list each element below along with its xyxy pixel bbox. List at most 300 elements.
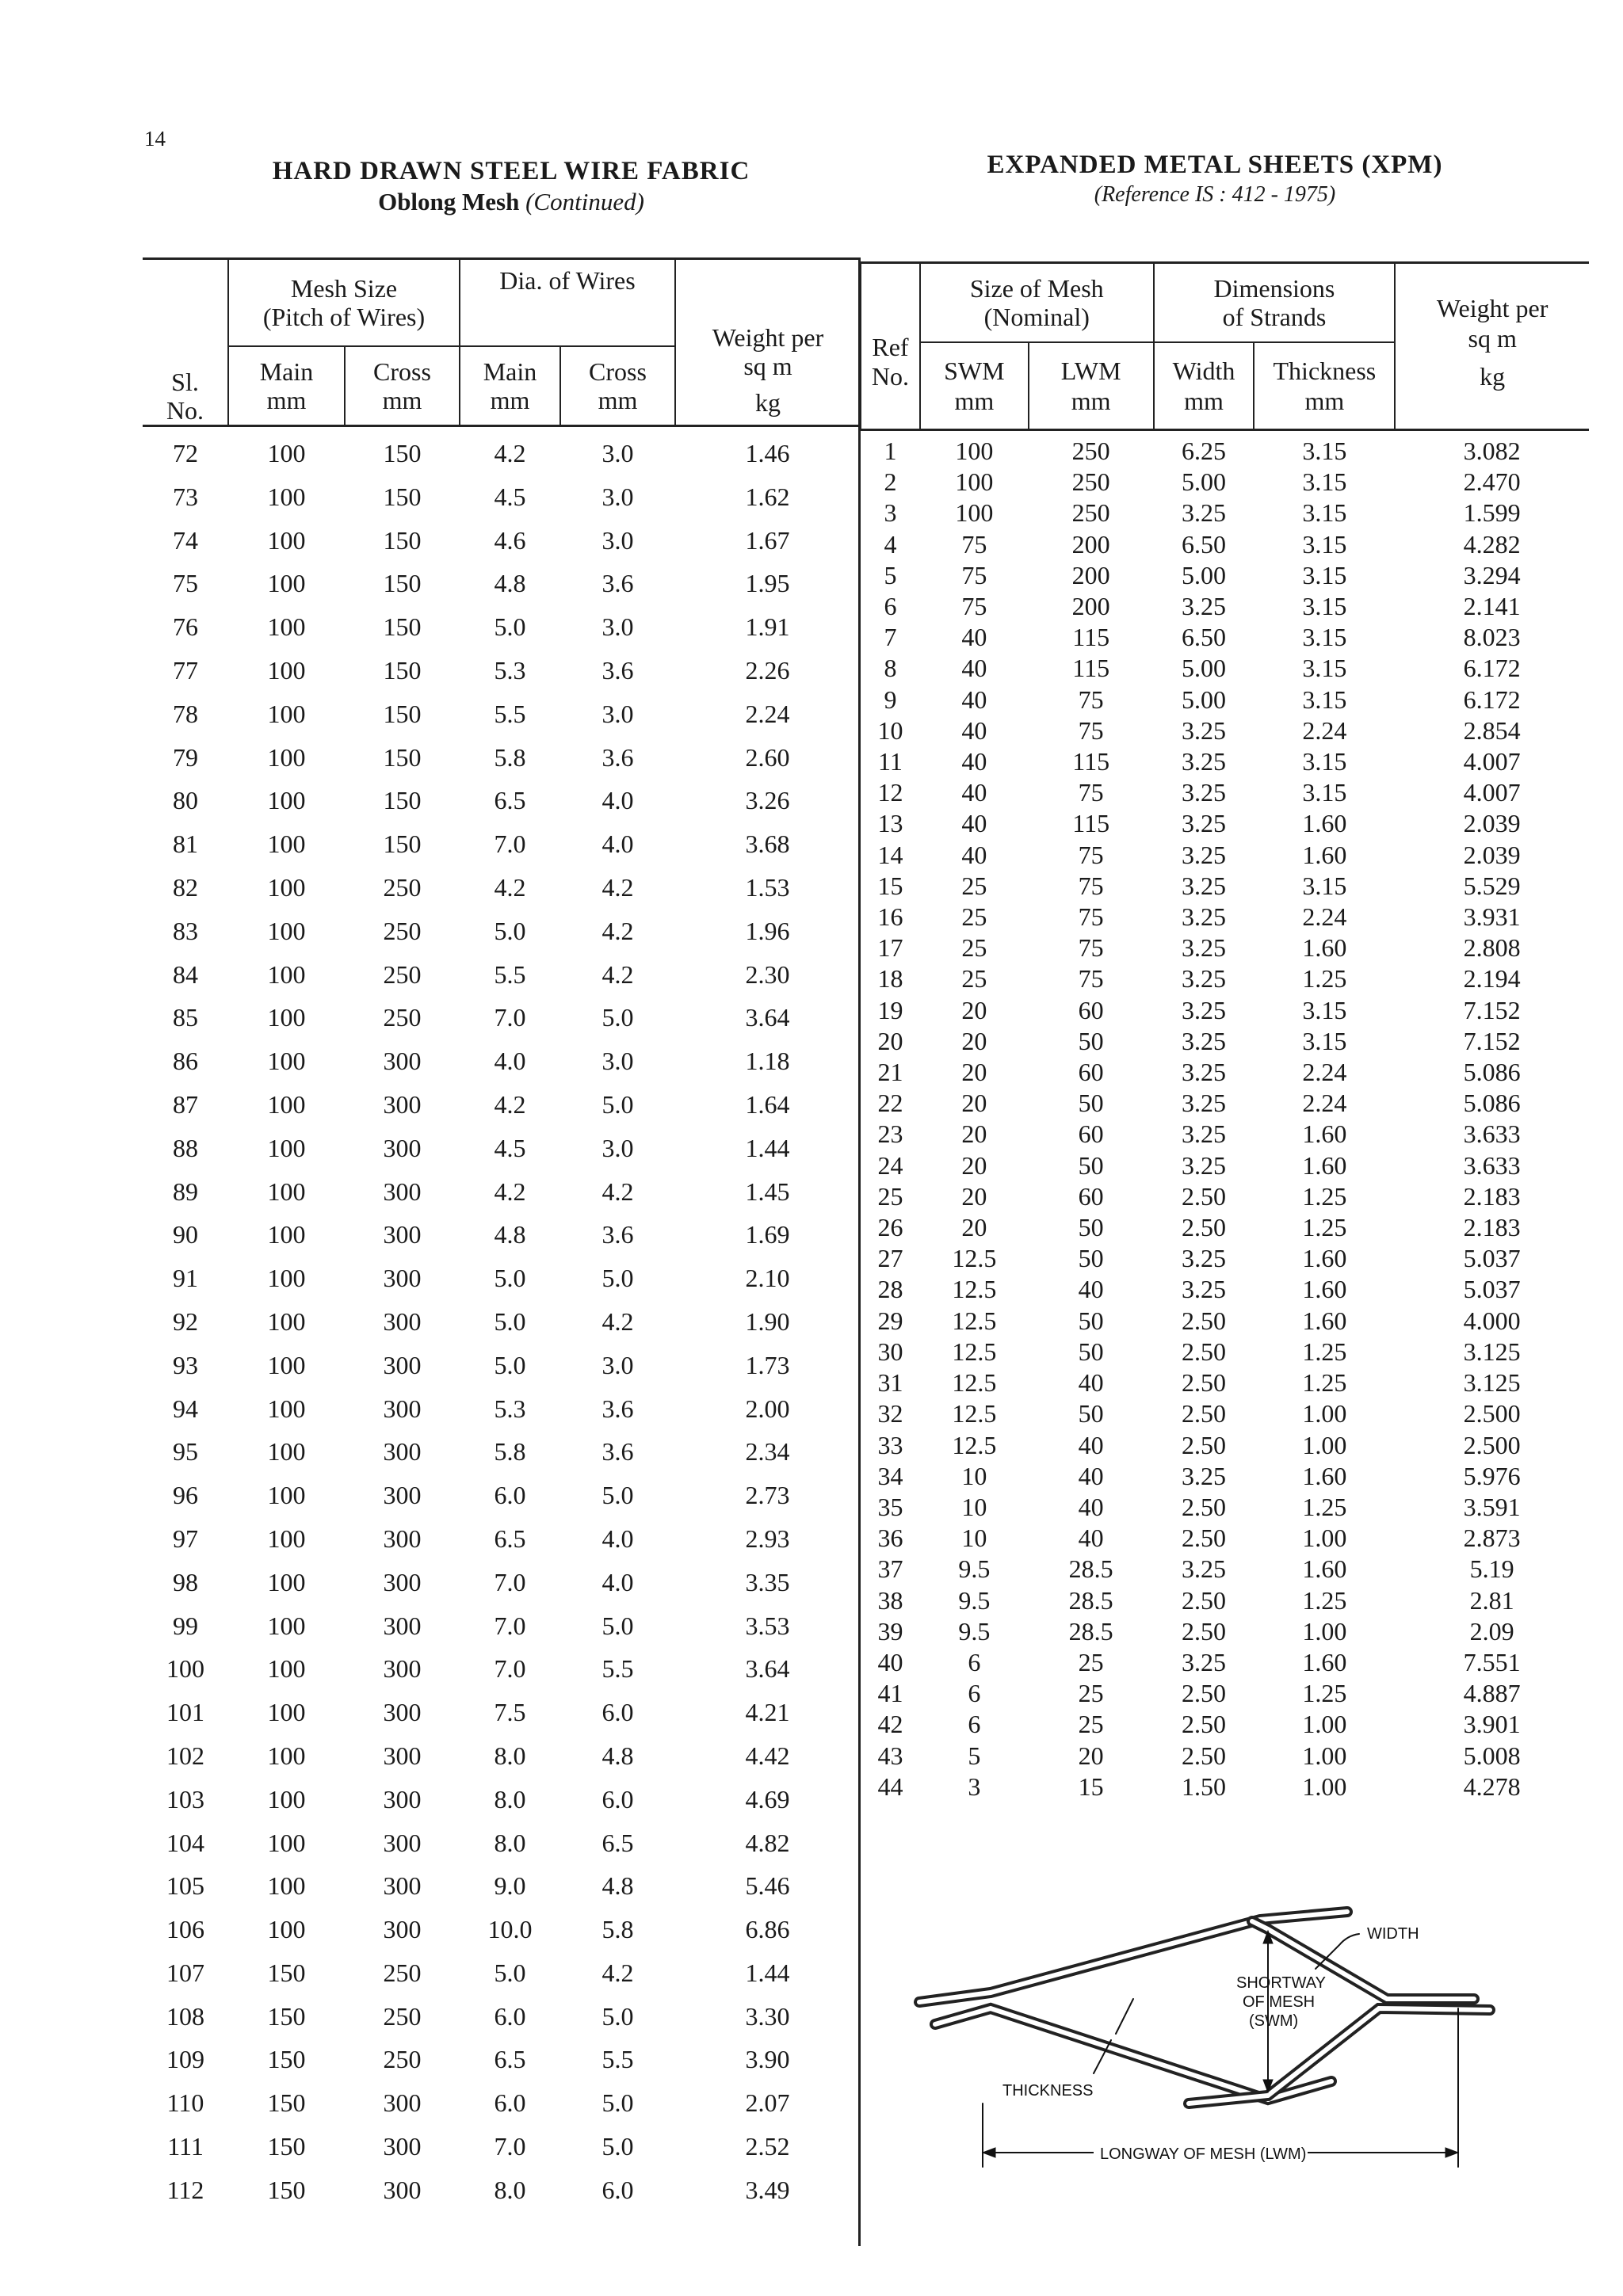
width-cell: 3.25 [1182,778,1226,807]
sl-no-cell: 86 [173,1047,198,1076]
width-cell: 2.50 [1182,1430,1226,1459]
dia-main-cell: 4.0 [494,1047,526,1076]
table-row [861,1678,1589,1709]
weight-cell: 1.599 [1463,498,1521,528]
table-row [143,1387,860,1431]
mesh-cross-cell: 150 [383,786,422,815]
weight-cell: 5.19 [1469,1554,1514,1584]
table-row [143,1517,860,1561]
mesh-cross-cell: 300 [383,1784,422,1814]
header-kg-label: kg [755,388,781,417]
width-cell: 2.50 [1182,1492,1226,1521]
dia-main-cell: 5.5 [494,699,526,728]
width-cell: 3.25 [1182,1244,1226,1273]
dia-cross-cell: 5.8 [601,1915,634,1944]
swm-label-3: (SWM) [1249,2012,1299,2030]
swm-cell: 12.5 [952,1430,997,1459]
dia-main-cell: 5.0 [494,612,526,642]
mesh-main-cell: 100 [267,1524,306,1553]
width-cell: 2.50 [1182,1368,1226,1398]
sl-no-cell: 94 [173,1394,198,1423]
dia-main-cell: 6.0 [494,2088,526,2118]
dia-main-cell: 9.0 [494,1871,526,1901]
weight-cell: 1.96 [745,916,790,945]
mesh-main-cell: 100 [267,699,306,728]
weight-cell: 2.039 [1463,840,1521,869]
lwm-cell: 75 [1078,871,1104,900]
mesh-main-cell: 100 [267,1177,306,1206]
header-pitch-label: (Pitch of Wires) [262,303,426,331]
lwm-cell: 75 [1078,840,1104,869]
weight-cell: 1.95 [745,569,790,598]
header-mm-label: mm [1184,387,1224,415]
swm-label-1: SHORTWAY [1236,1974,1326,1992]
table-row [861,1119,1589,1150]
width-cell: 1.50 [1182,1772,1226,1801]
dia-cross-cell: 3.6 [601,1394,634,1423]
mesh-main-cell: 100 [267,1567,306,1596]
table-row [861,1461,1589,1492]
swm-cell: 10 [961,1461,987,1490]
weight-cell: 6.172 [1463,685,1521,714]
weight-cell: 3.591 [1463,1492,1521,1521]
swm-cell: 25 [961,902,987,932]
weight-cell: 3.64 [745,1654,790,1684]
header-dia-cross [560,346,675,426]
swm-cell: 75 [961,560,987,589]
thickness-cell: 1.00 [1302,1741,1347,1770]
swm-cell: 12.5 [952,1368,997,1398]
thickness-cell: 1.00 [1302,1399,1347,1428]
weight-cell: 4.82 [745,1828,790,1857]
ref-no-cell: 6 [884,592,897,621]
width-cell: 3.25 [1182,995,1226,1024]
header-lwm [1029,342,1154,430]
thickness-cell: 2.24 [1302,715,1347,745]
mesh-main-cell: 100 [267,439,306,467]
mesh-main-cell: 100 [267,1828,306,1857]
wire-fabric-table-body [143,426,860,2212]
table-row [861,995,1589,1026]
table-row [143,475,860,519]
swm-cell: 6 [968,1679,981,1708]
weight-cell: 1.18 [745,1047,790,1076]
width-cell: 3.25 [1182,1647,1226,1676]
sl-no-cell: 87 [173,1089,198,1119]
mesh-cross-cell: 300 [383,1524,422,1553]
thickness-cell: 3.15 [1302,560,1347,589]
table-row [861,1616,1589,1647]
mesh-main-cell: 100 [267,786,306,815]
dia-main-cell: 7.0 [494,830,526,859]
weight-cell: 3.901 [1463,1710,1521,1739]
sl-no-cell: 77 [173,655,198,685]
sl-no-cell: 85 [173,1003,198,1032]
sl-no-cell: 81 [173,830,198,859]
ref-no-cell: 41 [877,1679,903,1708]
header-mm-label: mm [1304,387,1345,415]
header-cross-label: Cross [373,357,431,386]
width-cell: 3.25 [1182,933,1226,963]
thickness-cell: 1.60 [1302,1647,1347,1676]
lwm-cell: 200 [1071,592,1110,621]
dia-cross-cell: 5.0 [601,1089,634,1119]
lwm-cell: 50 [1078,1244,1104,1273]
ref-no-cell: 14 [877,840,903,869]
dia-cross-cell: 3.6 [601,569,634,598]
left-subtitle-main: Oblong Mesh [378,188,520,215]
table-row [143,1908,860,1951]
sl-no-cell: 78 [173,699,198,728]
ref-no-cell: 21 [877,1058,903,1087]
table-row [861,808,1589,839]
swm-cell: 12.5 [952,1337,997,1366]
weight-cell: 3.633 [1463,1150,1521,1180]
dia-main-cell: 5.0 [494,1350,526,1379]
width-cell: 3.25 [1182,1150,1226,1180]
mesh-main-cell: 150 [267,2132,306,2161]
weight-cell: 3.125 [1463,1368,1521,1398]
header-sl-no [143,259,228,426]
table-row [861,1492,1589,1523]
thickness-cell: 2.24 [1302,1058,1347,1087]
sl-no-cell: 95 [173,1437,198,1466]
swm-cell: 12.5 [952,1244,997,1273]
weight-cell: 2.34 [745,1437,790,1466]
mesh-cross-cell: 300 [383,1871,422,1901]
ref-no-cell: 36 [877,1524,903,1553]
weight-cell: 2.194 [1463,964,1521,994]
sl-no-cell: 107 [166,1958,204,1987]
lwm-cell: 75 [1078,902,1104,932]
mesh-cross-cell: 300 [383,1741,422,1770]
weight-cell: 2.30 [745,959,790,989]
mesh-cross-cell: 250 [383,872,422,902]
mesh-main-cell: 100 [267,612,306,642]
sl-no-cell: 108 [166,2001,204,2031]
dia-main-cell: 6.5 [494,786,526,815]
mesh-cross-cell: 300 [383,1611,422,1640]
lwm-cell: 50 [1078,1337,1104,1366]
ref-no-cell: 31 [877,1368,903,1398]
lwm-cell: 40 [1078,1275,1104,1304]
dia-cross-cell: 5.5 [601,2045,634,2074]
lwm-cell: 250 [1071,437,1110,465]
thickness-cell: 1.25 [1302,1337,1347,1366]
width-cell: 5.00 [1182,654,1226,683]
table-row [861,1243,1589,1274]
table-row [143,1039,860,1083]
mesh-cross-cell: 300 [383,2175,422,2204]
weight-cell: 1.44 [745,1133,790,1162]
lwm-cell: 28.5 [1068,1554,1113,1584]
thickness-cell: 1.00 [1302,1710,1347,1739]
lwm-cell: 60 [1078,1058,1104,1087]
sl-no-cell: 83 [173,916,198,945]
table-row [143,1344,860,1387]
width-cell: 2.50 [1182,1741,1226,1770]
header-lwm-label: LWM [1060,357,1121,385]
ref-no-cell: 9 [884,685,897,714]
dia-main-cell: 10.0 [487,1915,533,1944]
mesh-cross-cell: 300 [383,1654,422,1684]
swm-cell: 20 [961,995,987,1024]
swm-cell: 9.5 [958,1585,991,1615]
table-row [143,2038,860,2081]
ref-no-cell: 7 [884,623,897,652]
table-row [143,562,860,605]
swm-cell: 25 [961,964,987,994]
expanded-metal-table-body [861,430,1589,1802]
ref-no-cell: 42 [877,1710,903,1739]
mesh-main-cell: 150 [267,2088,306,2118]
thickness-cell: 3.15 [1302,529,1347,559]
left-subtitle-continued: (Continued) [525,188,644,215]
header-weight [675,259,860,426]
thickness-cell: 1.00 [1302,1616,1347,1646]
weight-cell: 3.35 [745,1567,790,1596]
width-cell: 3.25 [1182,715,1226,745]
thickness-cell: 3.15 [1302,592,1347,621]
width-cell: 5.00 [1182,560,1226,589]
lwm-cell: 40 [1078,1430,1104,1459]
width-cell: 3.25 [1182,1058,1226,1087]
ref-no-cell: 27 [877,1244,903,1273]
sl-no-cell: 74 [173,525,198,555]
mesh-cross-cell: 300 [383,1394,422,1423]
thickness-cell: 3.15 [1302,995,1347,1024]
table-row [143,822,860,866]
mesh-main-cell: 100 [267,1481,306,1510]
mesh-main-cell: 100 [267,525,306,555]
weight-cell: 5.529 [1463,871,1521,900]
mesh-cross-cell: 300 [383,1047,422,1076]
header-mm-label: mm [266,386,307,414]
header-thickness [1254,342,1395,430]
dia-cross-cell: 3.0 [601,612,634,642]
lwm-cell: 115 [1072,623,1110,652]
sl-no-cell: 98 [173,1567,198,1596]
weight-cell: 1.45 [745,1177,790,1206]
weight-cell: 7.152 [1463,1026,1521,1055]
dia-main-cell: 4.5 [494,482,526,511]
weight-cell: 5.086 [1463,1089,1521,1118]
weight-cell: 4.000 [1463,1306,1521,1335]
lwm-cell: 25 [1078,1710,1104,1739]
table-row [143,692,860,736]
swm-cell: 20 [961,1181,987,1211]
weight-cell: 3.68 [745,830,790,859]
thickness-cell: 2.24 [1302,902,1347,932]
table-row [861,430,1589,467]
width-cell: 3.25 [1182,809,1226,838]
table-row [143,1864,860,1908]
header-mesh-main [228,346,345,426]
mesh-main-cell: 100 [267,1003,306,1032]
dia-cross-cell: 5.5 [601,1654,634,1684]
table-row [143,1734,860,1778]
dia-cross-cell: 4.2 [601,959,634,989]
ref-no-cell: 4 [884,529,897,559]
weight-cell: 1.73 [745,1350,790,1379]
swm-cell: 40 [961,840,987,869]
mesh-main-cell: 100 [267,1698,306,1727]
mesh-cross-cell: 300 [383,2132,422,2161]
thickness-cell: 1.25 [1302,1181,1347,1211]
swm-cell: 75 [961,592,987,621]
weight-cell: 2.500 [1463,1430,1521,1459]
width-cell: 6.25 [1182,437,1226,465]
table-row [143,1127,860,1170]
table-row [143,519,860,563]
dia-cross-cell: 4.2 [601,872,634,902]
ref-no-cell: 29 [877,1306,903,1335]
sl-no-cell: 73 [173,482,198,511]
ref-no-cell: 22 [877,1089,903,1118]
mesh-strands [919,1912,1490,2167]
thickness-cell: 1.25 [1302,964,1347,994]
weight-cell: 5.037 [1463,1275,1521,1304]
table-row [143,736,860,780]
mesh-main-cell: 100 [267,655,306,685]
mesh-cross-cell: 150 [383,482,422,511]
lwm-cell: 25 [1078,1647,1104,1676]
ref-no-cell: 17 [877,933,903,963]
dia-cross-cell: 4.0 [601,1524,634,1553]
header-dia-wires: Dia. of Wires [460,259,675,347]
mesh-main-cell: 100 [267,1089,306,1119]
ref-no-cell: 15 [877,871,903,900]
dia-cross-cell: 5.0 [601,2001,634,2031]
mesh-cross-cell: 300 [383,1828,422,1857]
weight-cell: 3.082 [1463,437,1521,465]
swm-cell: 6 [968,1647,981,1676]
table-row [861,902,1589,933]
weight-cell: 2.039 [1463,809,1521,838]
lwm-cell: 28.5 [1068,1585,1113,1615]
table-row [143,649,860,692]
ref-no-cell: 23 [877,1119,903,1149]
header-main-label: Main [259,357,314,386]
mesh-cross-cell: 300 [383,1437,422,1466]
width-cell: 3.25 [1182,747,1226,776]
weight-cell: 4.007 [1463,778,1521,807]
dia-main-cell: 8.0 [494,2175,526,2204]
width-cell: 3.25 [1182,1089,1226,1118]
swm-cell: 20 [961,1089,987,1118]
table-row [143,1300,860,1344]
mesh-cross-cell: 250 [383,1003,422,1032]
swm-cell: 12.5 [952,1306,997,1335]
swm-cell: 100 [955,467,994,497]
weight-cell: 1.44 [745,1958,790,1987]
table-row [861,467,1589,498]
weight-cell: 3.53 [745,1611,790,1640]
weight-cell: 2.52 [745,2132,790,2161]
header-main-label: Main [483,357,537,386]
mesh-main-cell: 100 [267,569,306,598]
mesh-main-cell: 100 [267,1871,306,1901]
header-weight [1395,263,1589,430]
thickness-cell: 1.60 [1302,1554,1347,1584]
sl-no-cell: 96 [173,1481,198,1510]
weight-cell: 2.07 [745,2088,790,2118]
ref-no-cell: 40 [877,1647,903,1676]
weight-cell: 2.10 [745,1264,790,1293]
table-row [861,1088,1589,1119]
expanded-metal-table-header [861,263,1589,430]
dia-main-cell: 5.8 [494,742,526,772]
width-cell: 6.50 [1182,529,1226,559]
thickness-cell: 1.60 [1302,1150,1347,1180]
dia-cross-cell: 4.0 [601,830,634,859]
dia-cross-cell: 3.0 [601,1350,634,1379]
sl-no-cell: 100 [166,1654,204,1684]
ref-no-cell: 25 [877,1181,903,1211]
dia-cross-cell: 5.0 [601,1481,634,1510]
lwm-cell: 20 [1078,1741,1104,1770]
ref-no-cell: 8 [884,654,897,683]
width-cell: 3.25 [1182,964,1226,994]
mesh-cross-cell: 150 [383,569,422,598]
dia-cross-cell: 3.0 [601,525,634,555]
swm-cell: 9.5 [958,1616,991,1646]
table-row [143,1995,860,2039]
table-row [861,1212,1589,1243]
table-row [143,1083,860,1127]
dia-cross-cell: 4.8 [601,1741,634,1770]
dia-cross-cell: 3.0 [601,1133,634,1162]
width-cell: 2.50 [1182,1616,1226,1646]
swm-cell: 100 [955,498,994,528]
lwm-cell: 200 [1071,560,1110,589]
thickness-cell: 3.15 [1302,467,1347,497]
mesh-cross-cell: 300 [383,1350,422,1379]
mesh-main-cell: 100 [267,1784,306,1814]
ref-no-cell: 32 [877,1399,903,1428]
header-width-label: Width [1172,357,1235,385]
table-row [143,779,860,822]
sl-no-cell: 101 [166,1698,204,1727]
mesh-main-cell: 100 [267,1741,306,1770]
mesh-cross-cell: 150 [383,742,422,772]
lwm-cell: 40 [1078,1368,1104,1398]
ref-no-cell: 1 [884,437,897,465]
weight-cell: 7.551 [1463,1647,1521,1676]
dia-cross-cell: 3.0 [601,1047,634,1076]
mesh-main-cell: 100 [267,916,306,945]
swm-cell: 20 [961,1119,987,1149]
dia-cross-cell: 5.0 [601,1264,634,1293]
table-row [143,2081,860,2125]
weight-cell: 2.60 [745,742,790,772]
swm-cell: 40 [961,747,987,776]
width-cell: 3.25 [1182,1554,1226,1584]
thickness-cell: 3.15 [1302,498,1347,528]
lwm-cell: 50 [1078,1213,1104,1242]
thickness-cell: 3.15 [1302,437,1347,465]
mesh-cross-cell: 150 [383,699,422,728]
ref-no-cell: 10 [877,715,903,745]
dia-cross-cell: 5.0 [601,1003,634,1032]
mesh-cross-cell: 300 [383,1306,422,1336]
mesh-cross-cell: 250 [383,2045,422,2074]
swm-cell: 20 [961,1213,987,1242]
mesh-cross-cell: 300 [383,1133,422,1162]
header-nominal-label: (Nominal) [983,303,1090,331]
dia-main-cell: 7.0 [494,1003,526,1032]
dia-main-cell: 6.0 [494,1481,526,1510]
